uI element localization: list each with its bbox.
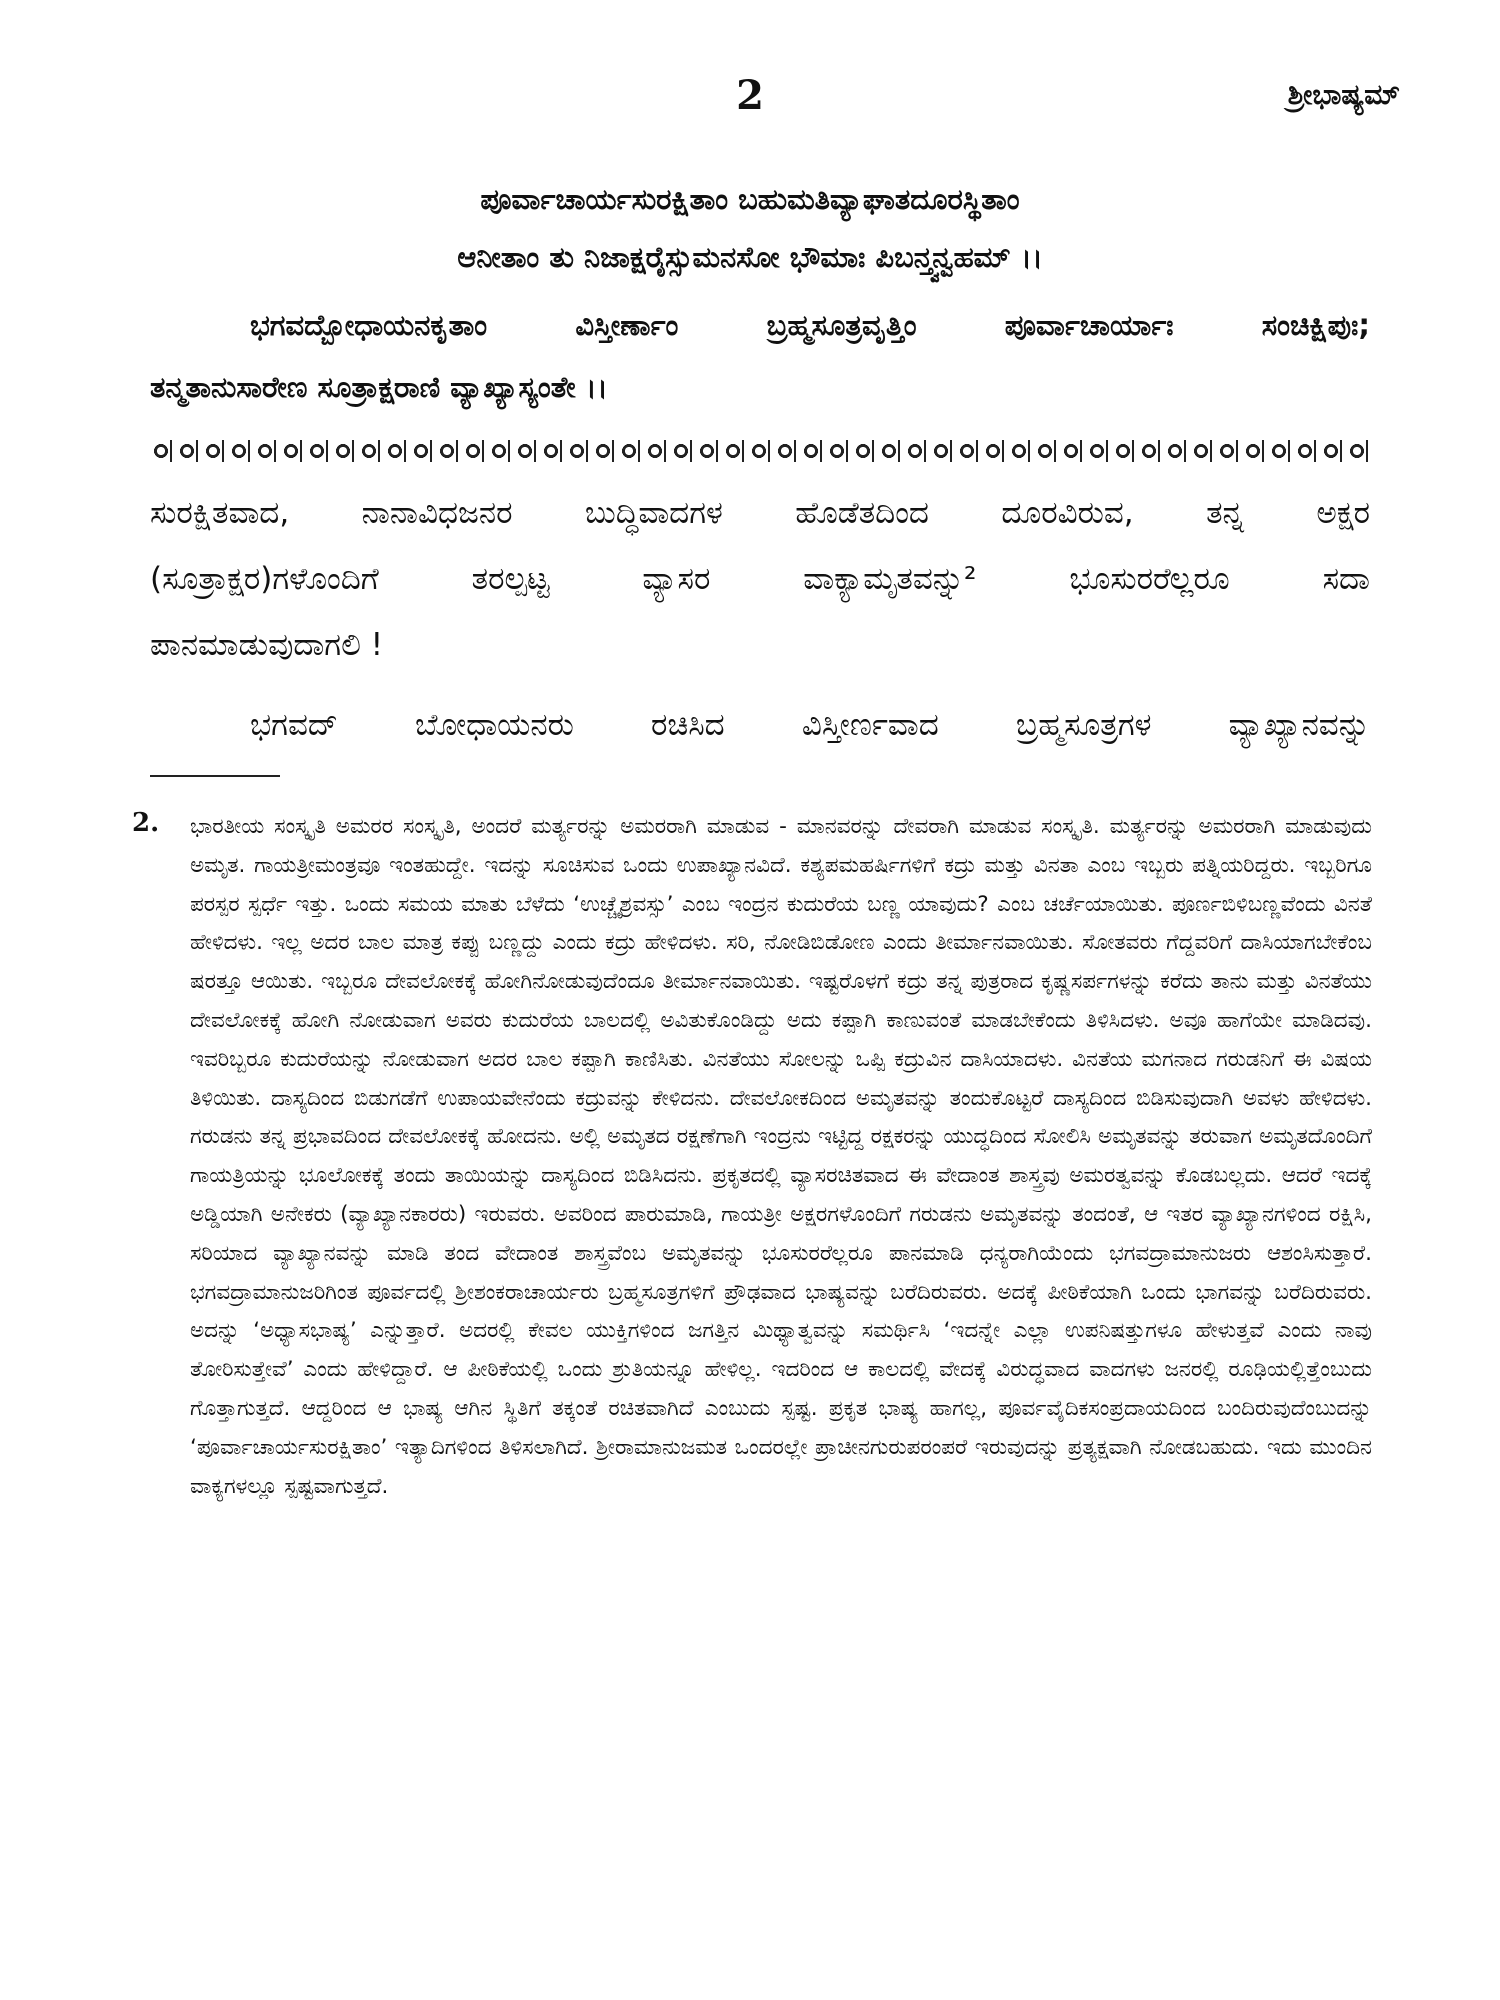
footnote-marker: 2. xyxy=(132,808,160,838)
running-title: ಶ್ರೀಭಾಷ್ಯಮ್ xyxy=(1287,78,1400,111)
footnote-text: ಭಾರತೀಯ ಸಂಸ್ಕೃತಿ ಅಮರರ ಸಂಸ್ಕೃತಿ, ಅಂದರೆ ಮರ್ತ್ಯರನ್ನು ಅಮರರಾಗಿ ಮಾಡುವ - ಮಾನವರನ್ನು ದೇವರಾಗಿ ಮಾಡುವ ಸಂಸ್ಕೃತಿ. ಮರ್ತ್ಯರನ್ನು ಅಮರರಾಗಿ ಮಾಡುವುದು ಅಮೃತ. ಗಾಯತ್ರೀಮಂತ್ರವೂ ಇಂತಹುದ್ದೇ. ಇದನ್ನು ಸೂಚಿಸುವ ಒಂದು ಉಪಾಖ್ಯಾನವಿದೆ. ಕಶ್ಯಪಮಹರ್ಷಿಗಳಿಗೆ ಕದ್ರು ಮತ್ತು ವಿನತಾ ಎಂಬ ಇಬ್ಬರು ಪತ್ನಿಯರಿದ್ದರು. ಇಬ್ಬರಿಗೂ ಪರಸ್ಪರ ಸ್ಪರ್ಧೆ ಇತ್ತು. ಒಂದು ಸಮಯ ಮಾತು ಬೆಳೆದು ‘ಉಚ್ಚೈಶ್ರವಸ್ಸು’ ಎಂಬ ಇಂದ್ರನ ಕುದುರೆಯ ಬಣ್ಣ ಯಾವುದು? ಎಂಬ ಚರ್ಚೆಯಾಯಿತು. ಪೂರ್ಣಬಿಳಿಬಣ್ಣವೆಂದು ವಿನತೆ ಹೇಳಿದಳು. ಇಲ್ಲ ಅದರ ಬಾಲ ಮಾತ್ರ ಕಪ್ಪು ಬಣ್ಣದ್ದು ಎಂದು ಕದ್ರು ಹೇಳಿದಳು. ಸರಿ, ನೋಡಿಬಿಡೋಣ ಎಂದು ತೀರ್ಮಾನವಾಯಿತು. ಸೋತವರು ಗೆದ್ದವರಿಗೆ ದಾಸಿಯಾಗಬೇಕೆಂಬ ಷರತ್ತೂ ಆಯಿತು. ಇಬ್ಬರೂ ದೇವಲೋಕಕ್ಕೆ ಹೋಗಿನೋಡುವುದೆಂದೂ ತೀರ್ಮಾನವಾಯಿತು. ಇಷ್ಟರೊಳಗೆ ಕದ್ರು ತನ್ನ ಪುತ್ರರಾದ ಕೃಷ್ಣಸರ್ಪಗಳನ್ನು ಕರೆದು ತಾನು ಮತ್ತು ವಿನತೆಯು ದೇವಲೋಕಕ್ಕೆ ಹೋಗಿ ನೋಡುವಾಗ ಅವರು ಕುದುರೆಯ ಬಾಲದಲ್ಲಿ ಅವಿತುಕೊಂಡಿದ್ದು ಅದು ಕಪ್ಪಾಗಿ ಕಾಣುವಂತೆ ಮಾಡಬೇಕೆಂದು ತಿಳಿಸಿದಳು. ಅವೂ ಹಾಗೆಯೇ ಮಾಡಿದವು. ಇವರಿಬ್ಬರೂ ಕುದುರೆಯನ್ನು ನೋಡುವಾಗ ಅದರ ಬಾಲ ಕಪ್ಪಾಗಿ ಕಾಣಿಸಿತು. ವಿನತೆಯು ಸೋಲನ್ನು ಒಪ್ಪಿ ಕದ್ರುವಿನ ದಾಸಿಯಾದಳು. ವಿನತೆಯ ಮಗನಾದ ಗರುಡನಿಗೆ ಈ ವಿಷಯ ತಿಳಿಯಿತು. ದಾಸ್ಯದಿಂದ ಬಿಡುಗಡೆಗೆ ಉಪಾಯವೇನೆಂದು ಕದ್ರುವನ್ನು ಕೇಳಿದನು. ದೇವಲೋಕದಿಂದ ಅಮೃತವನ್ನು ತಂದುಕೊಟ್ಟರೆ ದಾಸ್ಯದಿಂದ ಬಿಡಿಸುವುದಾಗಿ ಅವಳು ಹೇಳಿದಳು. ಗರುಡನು ತನ್ನ ಪ್ರಭಾವದಿಂದ ದೇವಲೋಕಕ್ಕೆ ಹೋದನು. ಅಲ್ಲಿ ಅಮೃತದ ರಕ್ಷಣೆಗಾಗಿ ಇಂದ್ರನು ಇಟ್ಟಿದ್ದ ರಕ್ಷಕರನ್ನು ಯುದ್ಧದಿಂದ ಸೋಲಿಸಿ ಅಮೃತವನ್ನು ತರುವಾಗ ಅಮೃತದೊಂದಿಗೆ ಗಾಯತ್ರಿಯನ್ನು ಭೂಲೋಕಕ್ಕೆ ತಂದು ತಾಯಿಯನ್ನು ದಾಸ್ಯದಿಂದ ಬಿಡಿಸಿದನು. ಪ್ರಕೃತದಲ್ಲಿ ವ್ಯಾಸರಚಿತವಾದ ಈ ವೇದಾಂತ ಶಾಸ್ತ್ರವು ಅಮರತ್ವವನ್ನು ಕೊಡಬಲ್ಲದು. ಆದರೆ ಇದಕ್ಕೆ ಅಡ್ಡಿಯಾಗಿ ಅನೇಕರು (ವ್ಯಾಖ್ಯಾನಕಾರರು) ಇರುವರು. ಅವರಿಂದ ಪಾರುಮಾಡಿ, ಗಾಯತ್ರೀ ಅಕ್ಷರಗಳೊಂದಿಗೆ ಗರುಡನು ಅಮೃತವನ್ನು ತಂದಂತೆ, ಆ ಇತರ ವ್ಯಾಖ್ಯಾನಗಳಿಂದ ರಕ್ಷಿಸಿ, ಸರಿಯಾದ ವ್ಯಾಖ್ಯಾನವನ್ನು ಮಾಡಿ ತಂದ ವೇದಾಂತ ಶಾಸ್ತ್ರವೆಂಬ ಅಮೃತವನ್ನು ಭೂಸುರರೆಲ್ಲರೂ ಪಾನಮಾಡಿ ಧನ್ಯರಾಗಿಯೆಂದು ಭಗವದ್ರಾಮಾನುಜರು ಆಶಂಸಿಸುತ್ತಾರೆ. ಭಗವದ್ರಾಮಾನುಜರಿಗಿಂತ ಪೂರ್ವದಲ್ಲಿ ಶ್ರೀಶಂಕರಾಚಾರ್ಯರು ಬ್ರಹ್ಮಸೂತ್ರಗಳಿಗೆ ಪ್ರೌಢವಾದ ಭಾಷ್ಯವನ್ನು ಬರೆದಿರುವರು. ಅದಕ್ಕೆ ಪೀಠಿಕೆಯಾಗಿ ಒಂದು ಭಾಗವನ್ನು ಬರೆದಿರುವರು. ಅದನ್ನು ‘ಅಧ್ಯಾಸಭಾಷ್ಯ’ ಎನ್ನುತ್ತಾರೆ. ಅದರಲ್ಲಿ ಕೇವಲ ಯುಕ್ತಿಗಳಿಂದ ಜಗತ್ತಿನ ಮಿಥ್ಯಾತ್ವವನ್ನು ಸಮರ್ಥಿಸಿ ‘ಇದನ್ನೇ ಎಲ್ಲಾ ಉಪನಿಷತ್ತುಗಳೂ ಹೇಳುತ್ತವೆ ಎಂದು ನಾವು ತೋರಿಸುತ್ತೇವೆ’ ಎಂದು ಹೇಳಿದ್ದಾರೆ. ಆ ಪೀಠಿಕೆಯಲ್ಲಿ ಒಂದು ಶ್ರುತಿಯನ್ನೂ ಹೇಳಿಲ್ಲ. ಇದರಿಂದ ಆ ಕಾಲದಲ್ಲಿ ವೇದಕ್ಕೆ ವಿರುದ್ಧವಾದ ವಾದಗಳು ಜನರಲ್ಲಿ ರೂಢಿಯಲ್ಲಿತ್ತೆಂಬುದು ಗೊತ್ತಾಗುತ್ತದೆ. ಆದ್ದರಿಂದ ಆ ಭಾಷ್ಯ ಆಗಿನ ಸ್ಥಿತಿಗೆ ತಕ್ಕಂತೆ ರಚಿತವಾಗಿದೆ ಎಂಬುದು ಸ್ಪಷ್ಟ. ಪ್ರಕೃತ ಭಾಷ್ಯ ಹಾಗಲ್ಲ, ಪೂರ್ವವೈದಿಕಸಂಪ್ರದಾಯದಿಂದ ಬಂದಿರುವುದೆಂಬುದನ್ನು ‘ಪೂರ್ವಾಚಾರ್ಯಸುರಕ್ಷಿತಾಂ’ ಇತ್ಯಾದಿಗಳಿಂದ ತಿಳಿಸಲಾಗಿದೆ. ಶ್ರೀರಾಮಾನುಜಮತ ಒಂದರಲ್ಲೇ ಪ್ರಾಚೀನಗುರುಪರಂಪರೆ ಇರುವುದನ್ನು ಪ್ರತ್ಯಕ್ಷವಾಗಿ ನೋಡಬಹುದು. ಇದು ಮುಂದಿನ ವಾಕ್ಯಗಳಲ್ಲೂ ಸ್ಪಷ್ಟವಾಗುತ್ತದೆ. xyxy=(190,814,1372,1499)
translation-line-3: ಪಾನಮಾಡುವುದಾಗಲಿ ! xyxy=(150,627,384,663)
verse-line-1: ಪೂರ್ವಾಚಾರ್ಯಸುರಕ್ಷಿತಾಂ ಬಹುಮತಿವ್ಯಾಘಾತದೂರಸ್ಥಿತಾಂ xyxy=(480,182,1020,216)
kannada-translation xyxy=(150,480,1370,758)
translation-line-4: ಭಗವದ್ ಬೋಧಾಯನರು ರಚಿಸಿದ ವಿಸ್ತೀರ್ಣವಾದ ಬ್ರಹ್ಮಸೂತ್ರಗಳ ವ್ಯಾಖ್ಯಾನವನ್ನು xyxy=(250,707,1370,743)
translation-line-2: (ಸೂತ್ರಾಕ್ಷರ)ಗಳೊಂದಿಗೆ ತರಲ್ಪಟ್ಟ ವ್ಯಾಸರ ವಾಕ್ಯಾಮೃತವನ್ನು² ಭೂಸುರರೆಲ್ಲರೂ ಸದಾ xyxy=(150,561,1370,597)
sanskrit-prose-line-2: ತನ್ಮತಾನುಸಾರೇಣ ಸೂತ್ರಾಕ್ಷರಾಣಿ ವ್ಯಾಖ್ಯಾಸ್ಯಂತೇ ।। xyxy=(150,370,608,404)
sanskrit-prose-line-1: ಭಗವದ್ಬೋಧಾಯನಕೃತಾಂ ವಿಸ್ತೀರ್ಣಾಂ ಬ್ರಹ್ಮಸೂತ್ರವೃತ್ತಿಂ ಪೂರ್ವಾಚಾರ್ಯಾಃ ಸಂಚಿಕ್ಷಿಪುಃ; xyxy=(250,308,1370,342)
sanskrit-prose xyxy=(150,294,1370,418)
opening-verse xyxy=(0,170,1500,286)
ornamental-divider xyxy=(150,440,1370,462)
footnote xyxy=(132,808,1372,1506)
footnote-separator xyxy=(150,775,280,777)
translation-line-1: ಸುರಕ್ಷಿತವಾದ, ನಾನಾವಿಧಜನರ ಬುದ್ಧಿವಾದಗಳ ಹೊಡೆತದಿಂದ ದೂರವಿರುವ, ತನ್ನ ಅಕ್ಷರ xyxy=(150,495,1370,531)
page-number: 2 xyxy=(736,72,764,119)
verse-line-2: ಆನೀತಾಂ ತು ನಿಜಾಕ್ಷರೈಸ್ಸುಮನಸೋ ಭೌಮಾಃ ಪಿಬನ್ತ್ವನ್ವಹಮ್ ।। xyxy=(457,240,1043,274)
